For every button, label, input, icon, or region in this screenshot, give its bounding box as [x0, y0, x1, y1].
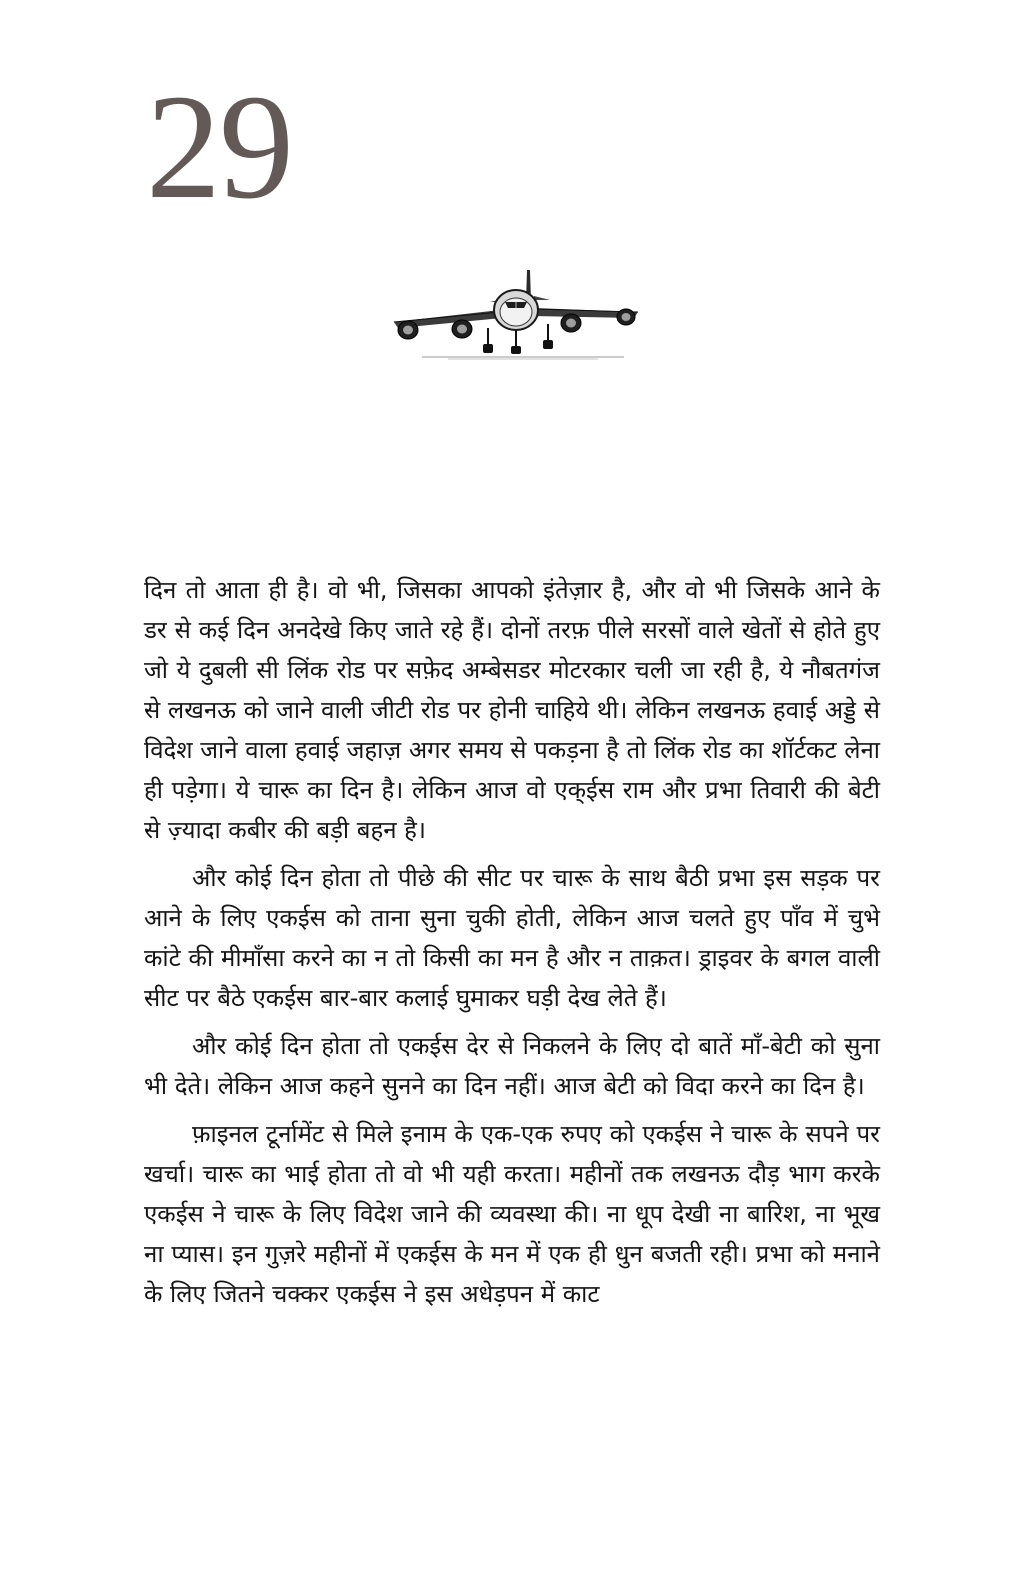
- airplane-icon: [388, 262, 644, 366]
- paragraph: दिन तो आता ही है। वो भी, जिसका आपको इंतेज़ार है, और वो भी जिसके आने के डर से कई दिन अनदेखे किए जाते रहे हैं। दोनों तरफ़ पीले सरसों वाले खेतों से होते हुए जो ये दुबली सी लिंक रोड पर सफ़ेद अम्बेसडर मोटरकार चली जा रही है, ये नौबतगंज से लखनऊ को जाने वाली जीटी रोड पर होनी चाहिये थी। लेकिन लखनऊ हवाई अड्डे से विदेश जाने वाला हवाई जहाज़ अगर समय से पकड़ना है तो लिंक रोड का शॉर्टकट लेना ही पड़ेगा। ये चारू का दिन है। लेकिन आज वो एक्ईस राम और प्रभा तिवारी की बेटी से ज़्यादा कबीर की बड़ी बहन है।: [144, 576, 880, 844]
- paragraph: फ़ाइनल टूर्नामेंट से मिले इनाम के एक-एक रुपए को एकईस ने चारू के सपने पर खर्चा। चारू का भाई होता तो वो भी यही करता। महीनों तक लखनऊ दौड़ भाग करके एकईस ने चारू के लिए विदेश जाने की व्यवस्था की। ना धूप देखी ना बारिश, ना भूख ना प्यास। इन गुज़रे महीनों में एकईस के मन में एक ही धुन बजती रही। प्रभा को मनाने के लिए जितने चक्कर एकईस ने इस अधेड़पन में काट: [144, 1120, 880, 1308]
- chapter-body: [144, 570, 880, 1322]
- chapter-number: 29: [146, 64, 292, 230]
- paragraph: और कोई दिन होता तो एकईस देर से निकलने के लिए दो बातें माँ-बेटी को सुना भी देते। लेकिन आज कहने सुनने का दिन नहीं। आज बेटी को विदा करने का दिन है।: [144, 1032, 880, 1100]
- paragraph: और कोई दिन होता तो पीछे की सीट पर चारू के साथ बैठी प्रभा इस सड़क पर आने के लिए एकईस को ताना सुना चुकी होती, लेकिन आज चलते हुए पाँव में चुभे कांटे की मीमाँसा करने का न तो किसी का मन है और न ताक़त। ड्राइवर के बगल वाली सीट पर बैठे एकईस बार-बार कलाई घुमाकर घड़ी देख लेते हैं।: [144, 864, 880, 1012]
